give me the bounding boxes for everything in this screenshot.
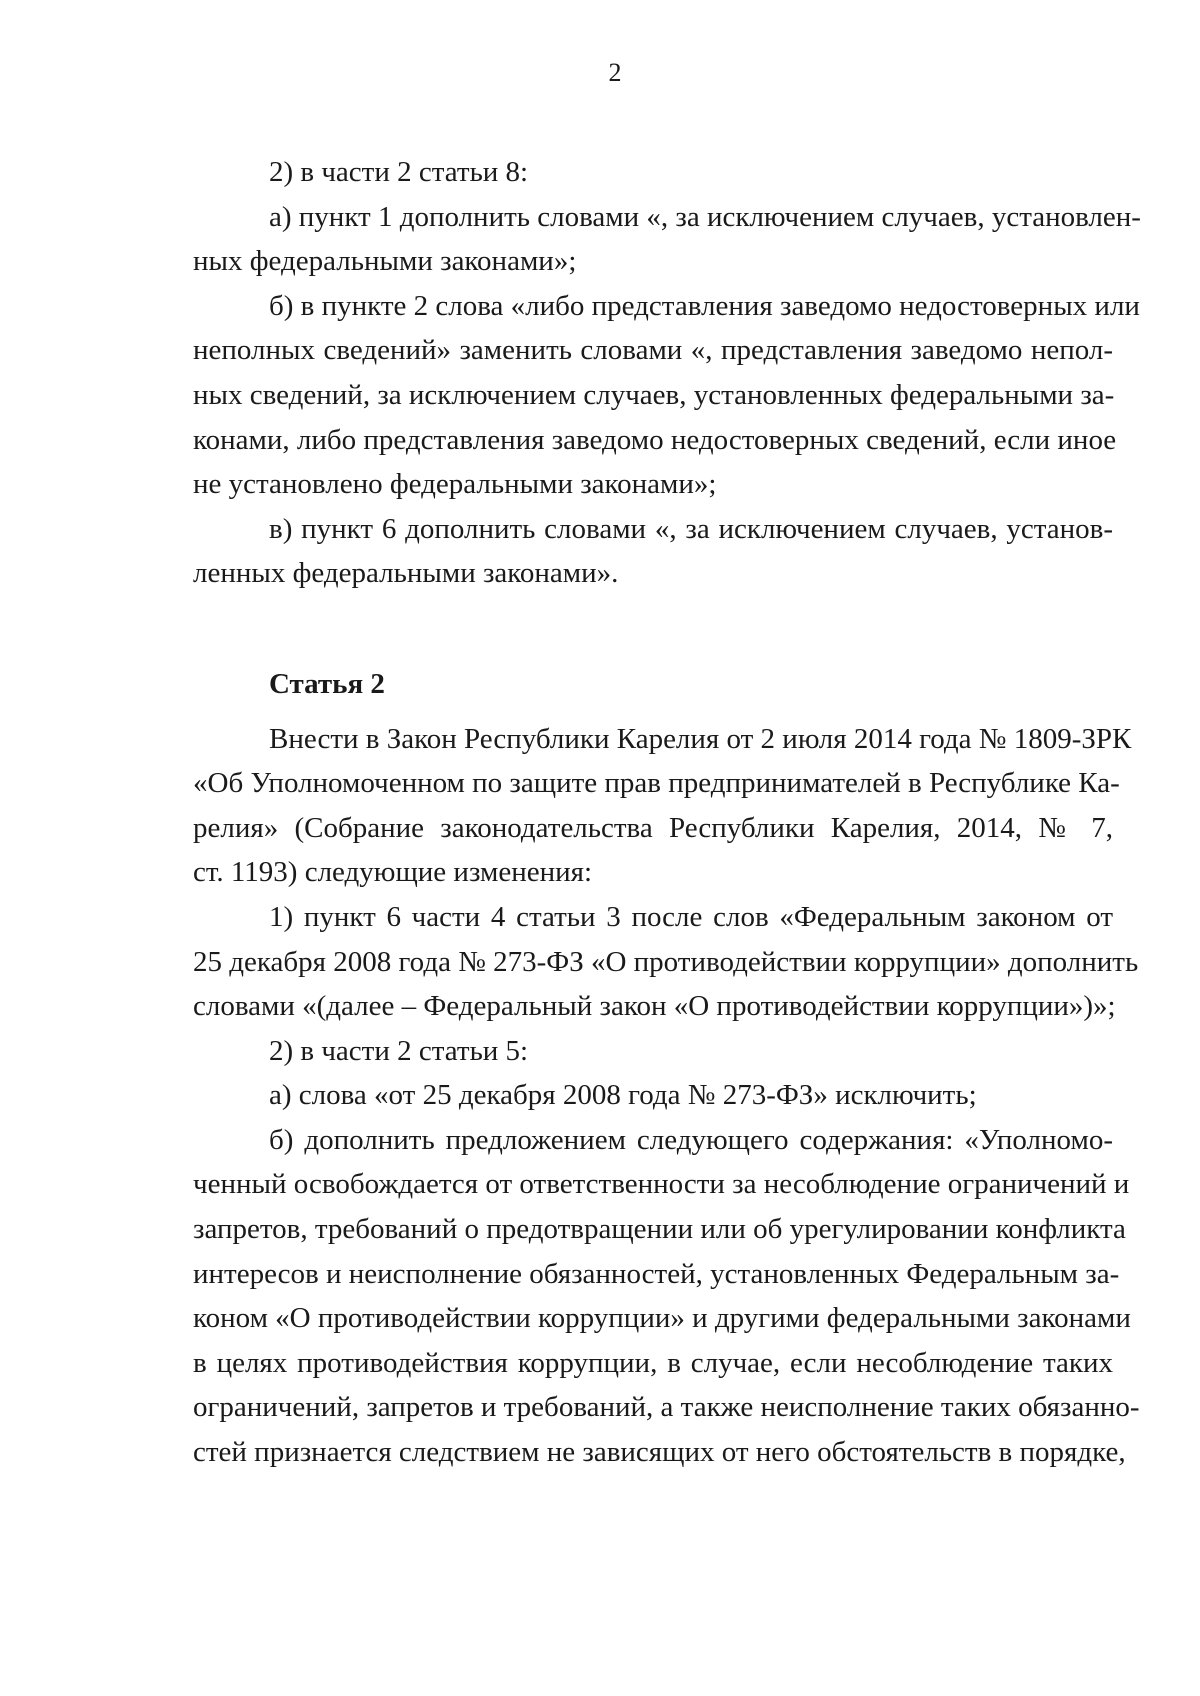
- text-line: а) слова «от 25 декабря 2008 года № 273-ФЗ» исключить;: [269, 1079, 977, 1112]
- text-line: стей признается следствием не зависящих от него обстоятельств в порядке,: [193, 1436, 1126, 1469]
- text-line: ных сведений, за исключением случаев, установленных федеральными за-: [193, 378, 1115, 411]
- text-line: ченный освобождается от ответственности за несоблюдение ограничений и: [193, 1168, 1130, 1201]
- text-line: запретов, требований о предотвращении или об урегулировании конфликта: [193, 1213, 1126, 1246]
- text-line: неполных сведений» заменить словами «, представления заведомо непол-: [193, 334, 1113, 367]
- text-line: интересов и неисполнение обязанностей, установленных Федеральным за-: [193, 1257, 1120, 1290]
- page-number: 2: [608, 58, 622, 87]
- text-line: 1) пункт 6 части 4 статьи 3 после слов «Федеральным законом от: [269, 900, 1113, 933]
- text-line: ных федеральными законами»;: [193, 245, 577, 278]
- article-heading: Статья 2: [269, 667, 385, 700]
- text-line: не установлено федеральными законами»;: [193, 468, 717, 501]
- text-line: б) в пункте 2 слова «либо представления заведомо недостоверных или: [269, 289, 1140, 322]
- text-line: «Об Уполномоченном по защите прав предпринимателей в Республике Ка-: [193, 767, 1120, 800]
- text-line: коном «О противодействии коррупции» и другими федеральными законами: [193, 1302, 1131, 1335]
- text-line: 2) в части 2 статьи 8:: [269, 156, 529, 188]
- text-line: Внести в Закон Республики Карелия от 2 июля 2014 года № 1809-ЗРК: [269, 722, 1132, 755]
- text-line: 25 декабря 2008 года № 273-ФЗ «О противодействии коррупции» дополнить: [193, 945, 1139, 978]
- text-line: а) пункт 1 дополнить словами «, за исключением случаев, установлен-: [269, 200, 1141, 233]
- text-line: ленных федеральными законами».: [193, 557, 619, 590]
- text-line: конами, либо представления заведомо недостоверных сведений, если иное: [193, 423, 1117, 456]
- text-line: в) пункт 6 дополнить словами «, за исключением случаев, установ-: [269, 512, 1113, 545]
- text-line: в целях противодействия коррупции, в случае, если несоблюдение таких: [193, 1346, 1113, 1379]
- document-body: [193, 150, 1141, 1475]
- text-line: 2) в части 2 статьи 5:: [269, 1034, 529, 1067]
- text-line: ст. 1193) следующие изменения:: [193, 856, 593, 889]
- text-line: ограничений, запретов и требований, а также неисполнение таких обязанно-: [193, 1391, 1140, 1424]
- text-line: б) дополнить предложением следующего содержания: «Уполномо-: [269, 1123, 1113, 1156]
- text-line: словами «(далее – Федеральный закон «О противодействии коррупции»)»;: [193, 990, 1116, 1023]
- text-line: релия» (Собрание законодательства Республики Карелия, 2014, № 7,: [193, 811, 1113, 844]
